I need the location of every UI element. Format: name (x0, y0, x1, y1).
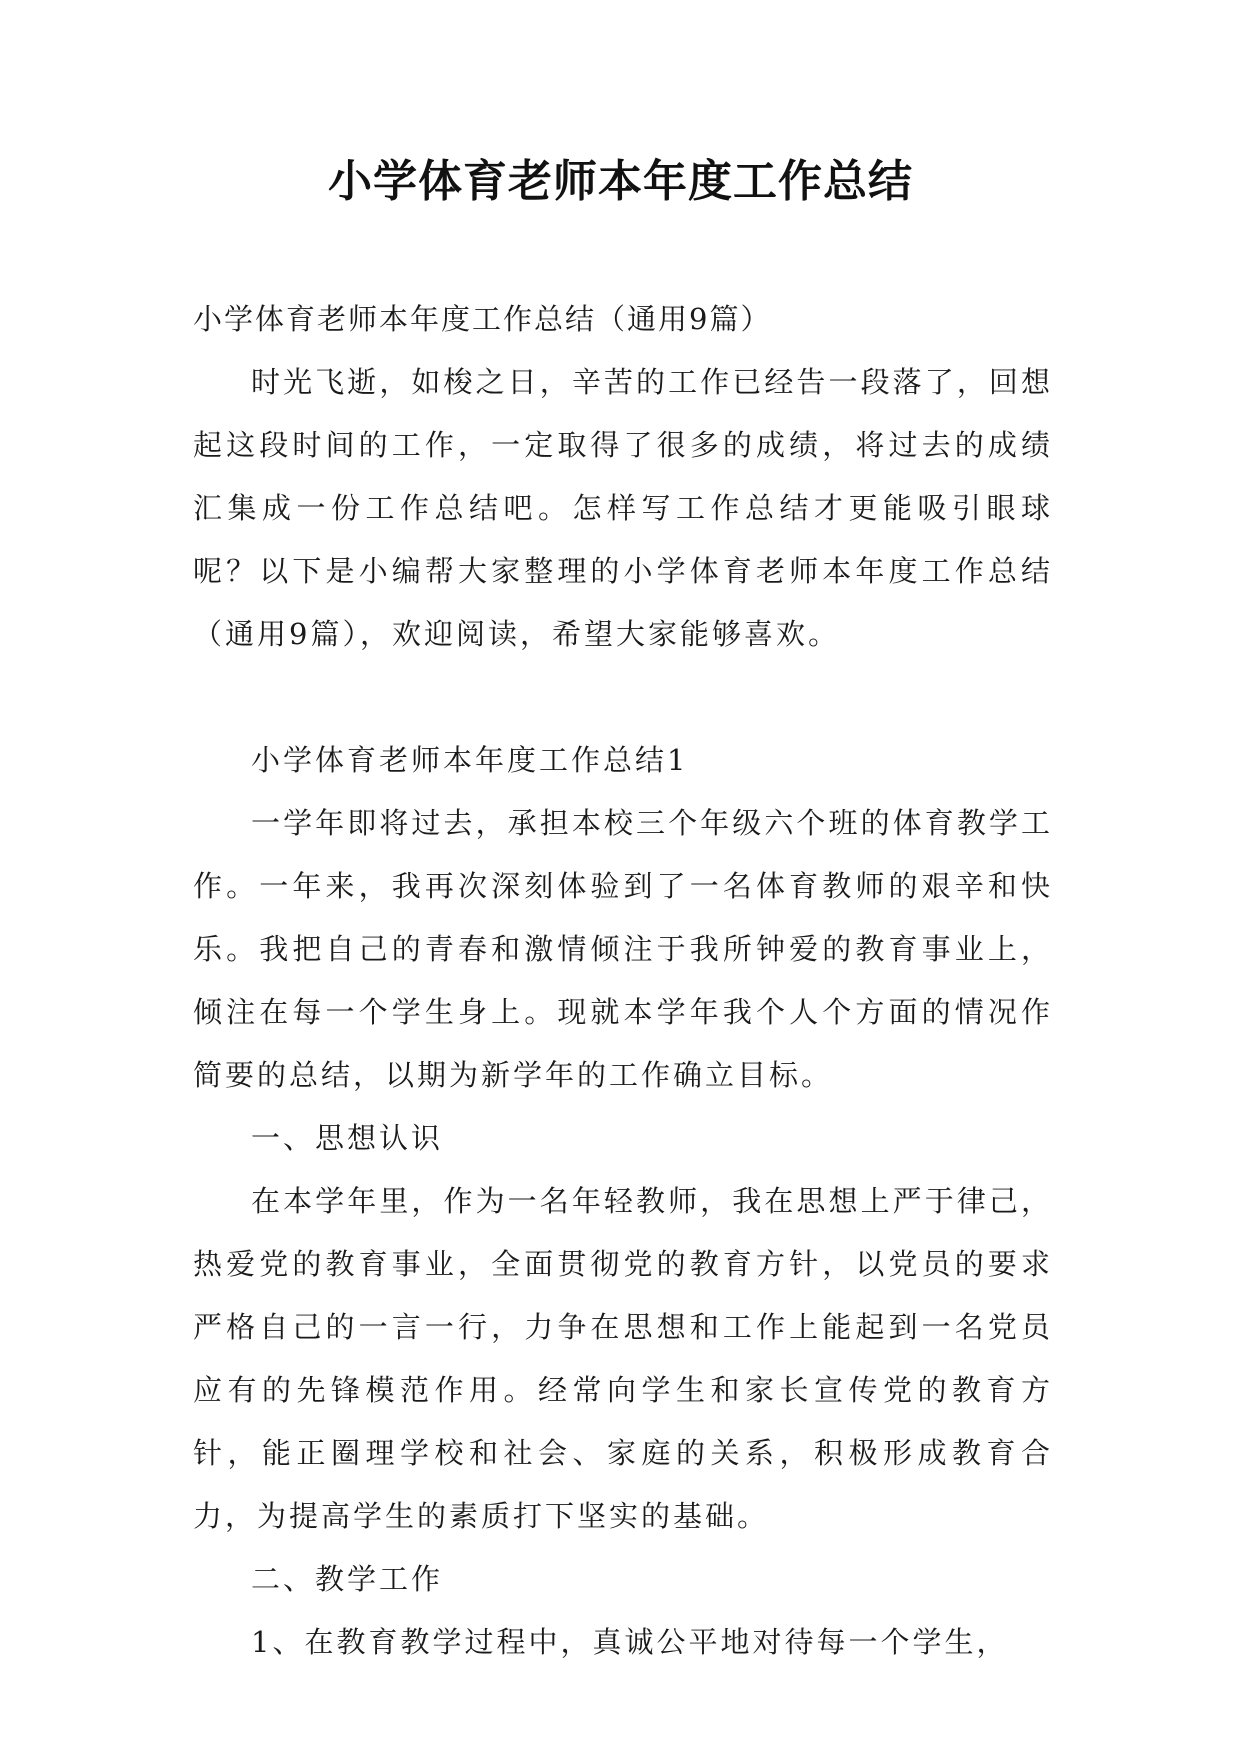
thought-paragraph: 在本学年里，作为一名年轻教师，我在思想上严于律己，热爱党的教育事业，全面贯彻党的教育方针，以党员的要求严格自己的一言一行，力争在思想和工作上能起到一名党员应有的先锋模范作用。经常向学生和家长宣传党的教育方针，能正圈理学校和社会、家庭的关系，积极形成教育合力，为提高学生的素质打下坚实的基础。 (193, 1184, 1053, 1533)
intro-paragraph: 时光飞逝，如梭之日，辛苦的工作已经告一段落了，回想起这段时间的工作，一定取得了很多的成绩，将过去的成绩汇集成一份工作总结吧。怎样写工作总结才更能吸引眼球呢？以下是小编帮大家整理的小学体育老师本年度工作总结（通用9篇），欢迎阅读，希望大家能够喜欢。 (193, 365, 1053, 651)
document-title: 小学体育老师本年度工作总结 (328, 156, 913, 207)
teaching-paragraph: 1、在教育教学过程中，真诚公平地对待每一个学生， (251, 1625, 1009, 1659)
heading-thought: 一、思想认识 (251, 1121, 444, 1155)
heading-teaching: 二、教学工作 (251, 1562, 444, 1596)
document-subtitle: 小学体育老师本年度工作总结（通用9篇） (193, 302, 772, 336)
section-intro-paragraph: 一学年即将过去，承担本校三个年级六个班的体育教学工作。一年来，我再次深刻体验到了一名体育教师的艰辛和快乐。我把自己的青春和激情倾注于我所钟爱的教育事业上，倾注在每一个学生身上。现就本学年我个人个方面的情况作简要的总结，以期为新学年的工作确立目标。 (193, 806, 1053, 1092)
paragraph-spacer (193, 666, 1053, 729)
document-body (193, 288, 1053, 1674)
section-heading: 小学体育老师本年度工作总结1 (251, 743, 689, 777)
